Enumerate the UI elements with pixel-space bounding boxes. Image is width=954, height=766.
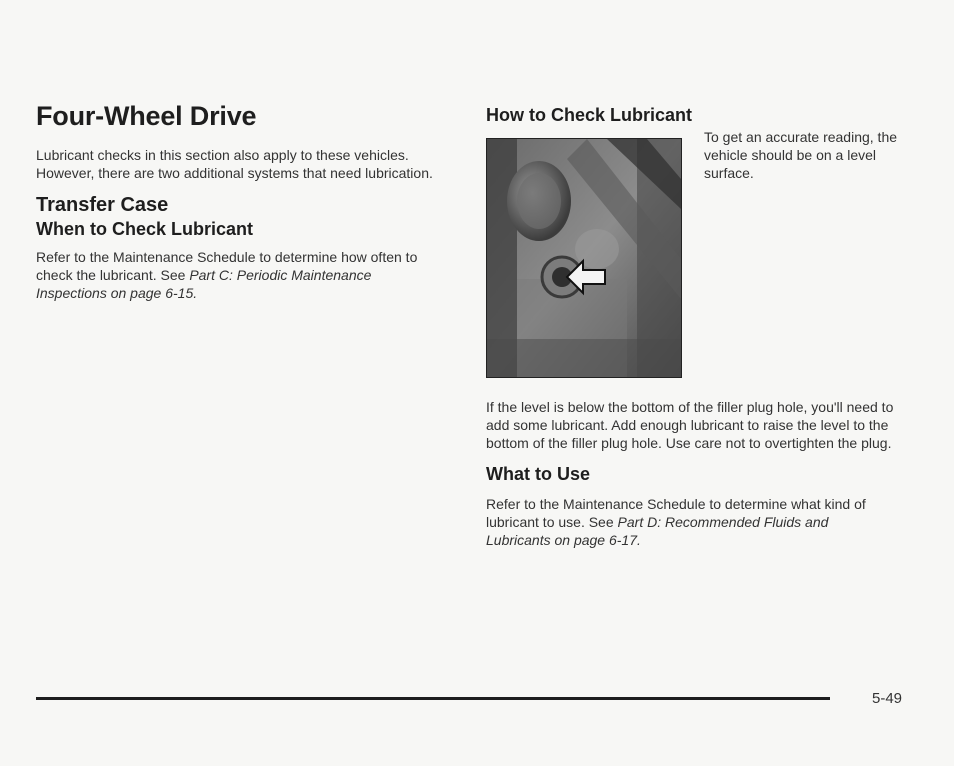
photo-row — [486, 129, 916, 384]
how-to-check-heading: How to Check Lubricant — [486, 105, 693, 125]
when-to-check-reference: Part C: Periodic Maintenance Inspections on page 6-15. — [36, 267, 372, 301]
when-to-check-paragraph — [36, 248, 436, 302]
level-paragraph: If the level is below the bottom of the filler plug hole, you'll need to add some lubricant. Add enough lubricant to raise the level to the bottom of the filler plug hole. Use care not to overtighten the plug. — [486, 399, 894, 451]
section-title: Four-Wheel Drive — [36, 101, 257, 131]
intro-paragraph: Lubricant checks in this section also apply to these vehicles. However, there are two additional systems that need lubrication. — [36, 147, 433, 181]
what-to-use-heading: What to Use — [486, 464, 591, 484]
when-to-check-text: Refer to the Maintenance Schedule to determine how often to check the lubricant. See — [36, 249, 418, 283]
left-column — [36, 100, 466, 302]
footer-rule — [36, 697, 830, 700]
what-to-use-paragraph — [486, 495, 896, 549]
what-to-use-text: Refer to the Maintenance Schedule to determine what kind of lubricant to use. See — [486, 496, 866, 530]
what-to-use-reference: Part D: Recommended Fluids and Lubricants on page 6-17. — [486, 514, 829, 548]
page-number: 5-49 — [872, 690, 903, 707]
level-surface-note: To get an accurate reading, the vehicle should be on a level surface. — [704, 129, 898, 181]
when-to-check-heading: When to Check Lubricant — [36, 219, 254, 239]
transfer-case-heading: Transfer Case — [36, 194, 169, 216]
filler-plug-illustration — [487, 139, 681, 377]
right-column — [486, 104, 916, 549]
filler-plug-photo — [486, 138, 682, 378]
